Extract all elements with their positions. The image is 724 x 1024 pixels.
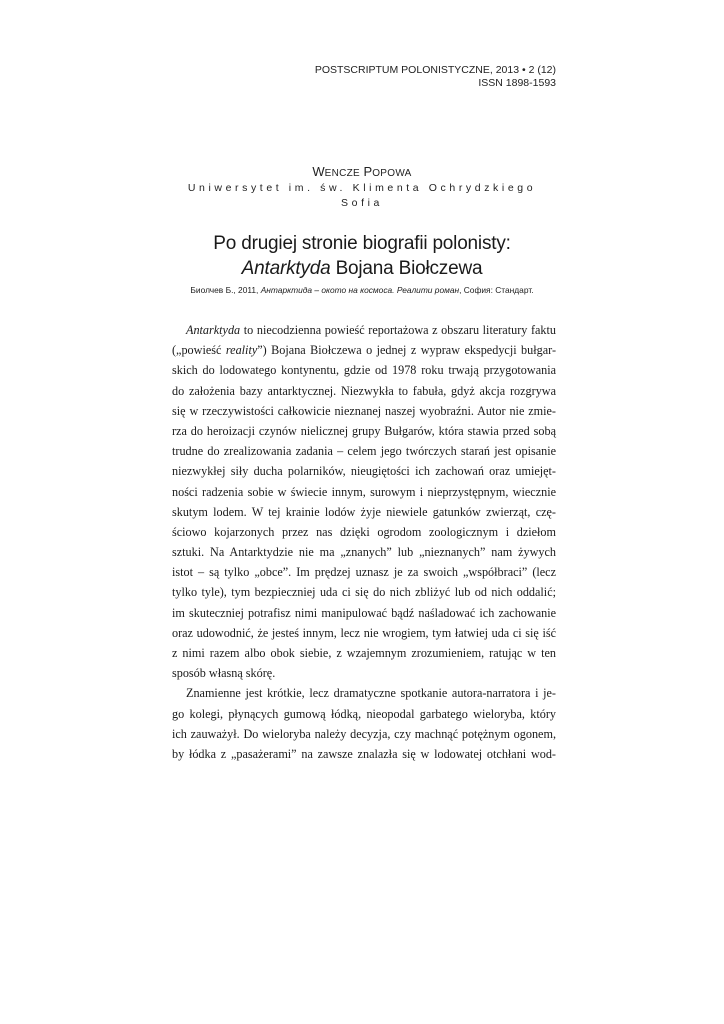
paragraph-1	[172, 320, 556, 683]
issn: ISSN 1898-1593	[478, 77, 556, 89]
text-line: Antarktyda to niecodzienna powieść reportażowa z obszaru literatury faktu	[186, 323, 556, 337]
text-line: do założenia bazy antarktycznej. Niezwykła to fabuła, gdyż akcja rozgrywa	[172, 383, 556, 398]
text-line: skich do lodowatego kontynentu, gdzie od 1978 roku trwają przygotowania	[172, 363, 556, 378]
text-line: istot – są tylko „obce”. Im prędzej uznasz je za swoich „współbraci” (lecz	[172, 565, 556, 580]
author-city: Sofia	[341, 197, 383, 209]
text-line: sztuki. Na Antarktydzie nie ma „znanych” lub „nieznanych” nam żywych	[172, 545, 556, 560]
article-body	[172, 320, 556, 764]
article-title-line1: Po drugiej stronie biografii polonisty:	[213, 233, 511, 254]
paragraph-2	[172, 683, 556, 764]
text-line: ności radzenia sobie w świecie innym, surowym i nieprzystępnym, wiecznie	[172, 484, 556, 499]
journal-header	[315, 64, 556, 90]
journal-citation: POSTSCRIPTUM POLONISTYCZNE, 2013 • 2 (12)	[314, 64, 556, 76]
text-line: się w rzeczywistości całkowicie nieznanej naszej wyobraźni. Autor nie zmie-	[172, 403, 556, 418]
article-title-line2	[0, 258, 724, 280]
author-affiliation: Uniwersytet im. św. Klimenta Ochrydzkiego	[187, 182, 537, 194]
text-line: Znamienne jest krótkie, lecz dramatyczne spotkanie autora-narratora i je-	[186, 686, 556, 701]
author-name: WENCZE POPOWA	[312, 164, 412, 179]
text-line: by łódka z „pasażerami” na zawsze znalazła się w lodowatej otchłani wod-	[172, 746, 556, 761]
text-line: niezwykłej siły ducha polarników, nieugiętości ich zachowań oraz umiejęt-	[172, 464, 556, 479]
text-line: sposób własną skórę.	[172, 666, 276, 681]
text-line: im skuteczniej potrafisz nimi manipulować bądź naśladować ich zachowanie	[172, 605, 556, 620]
text-line: oraz udowodnić, że jesteś innym, lecz nie wrogiem, tym łatwiej uda ci się iść	[172, 625, 556, 640]
title-rest: Bojana Biołczewa	[330, 258, 483, 279]
text-line: ściowo kojarzonych przez nas dzięki ogrodom zoologicznym i dziełom	[172, 524, 556, 539]
text-line: z nimi razem albo obok siebie, z wzajemnym zrozumieniem, ratując w ten	[172, 646, 556, 660]
text-line: rza do heroizacji czynów nielicznej grupy Bułgarów, która stawia przed sobą	[172, 423, 556, 438]
text-line: tylko tyle), tym bezpieczniej uda ci się do nich zbliżyć lub od nich oddalić;	[172, 585, 556, 600]
text-line: go kolegi, płynących gumową łódką, nieopodal garbatego wieloryba, który	[172, 706, 556, 721]
text-line: ich zauważył. Do wieloryba należy decyzja, czy machnąć potężnym ogonem,	[172, 726, 556, 741]
text-line: skutym lodem. W tej krainie lodów żyje niewiele gatunków zwierząt, czę-	[172, 504, 556, 519]
text-line: („powieść reality”) Bojana Biołczewa o jednej z wypraw ekspedycji bułgar-	[172, 343, 557, 358]
title-italic: Antarktyda	[241, 258, 331, 279]
reviewed-book-citation: Биолчев Б., 2011, Антарктида – окото на космоса. Реалити роман, София: Стандарт.	[190, 285, 534, 295]
text-line: trudne do zrealizowania zadania – celem jego twórczych starań jest opisanie	[172, 444, 556, 459]
